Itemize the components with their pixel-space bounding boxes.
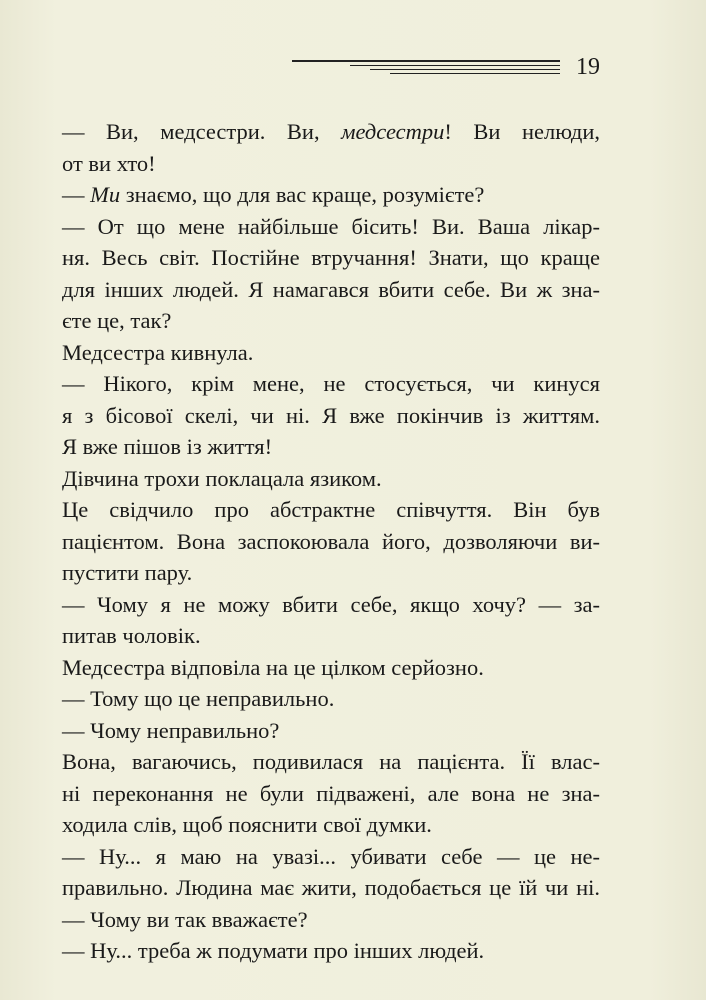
text-line: ня. Весь світ. Постійне втручання! Знати, що краще — [62, 245, 600, 270]
text-segment: знаємо, що для вас краще, розумієте? — [120, 182, 485, 207]
text-segment: — — [62, 182, 91, 207]
text-line: Дівчина трохи поклацала язиком. — [62, 465, 382, 491]
text-line: Медсестра кивнула. — [62, 339, 254, 365]
text-line: Вона, вагаючись, подивилася на пацієнта. Її влас- — [62, 749, 600, 774]
text-line: Це свідчило про абстрактне співчуття. Він був — [62, 497, 600, 522]
text-line: — Тому що це неправильно. — [62, 686, 335, 711]
text-line: я з бісової скелі, чи ні. Я вже покінчив із життям. — [62, 402, 600, 428]
text-segment: — Ви, медсестри. Ви, — [62, 119, 342, 144]
page-number: 19 — [576, 54, 600, 80]
text-line: — Чому я не можу вбити себе, якщо хочу? — за- — [62, 591, 600, 617]
text-line: пацієнтом. Вона заспокоювала його, дозволяючи ви- — [62, 528, 600, 554]
text-line: ходила слів, щоб пояснити свої думки. — [62, 812, 432, 837]
text-line: — Чому неправильно? — [62, 717, 280, 743]
text-line: — От що мене найбільше бісить! Ви. Ваша лікар- — [62, 213, 600, 239]
text-line: для інших людей. Я намагався вбити себе. Ви ж зна- — [62, 276, 600, 302]
text-line: Медсестра відповіла на це цілком серйозно. — [62, 654, 484, 680]
text-line: пустити пару. — [62, 560, 193, 585]
text-line: — Ну... я маю на увазі... убивати себе — це не- — [62, 843, 600, 869]
text-line: єте це, так? — [62, 308, 172, 333]
text-line: от ви хто! — [62, 150, 156, 176]
italic-emphasis: медсестри — [341, 119, 445, 144]
text-line: Я вже пішов із життя! — [62, 434, 273, 459]
text-line: — Нікого, крім мене, не стосується, чи кинуся — [62, 371, 600, 396]
italic-emphasis: Ми — [90, 182, 121, 207]
text-line: — Ну... треба ж подумати про інших людей. — [62, 938, 485, 963]
header-rule — [370, 69, 560, 70]
text-line: — Чому ви так вважаєте? — [62, 906, 308, 932]
body-text — [62, 116, 600, 967]
header-decorative-rules — [292, 60, 560, 78]
text-line — [62, 116, 600, 148]
text-line — [62, 179, 600, 211]
text-line: правильно. Людина має жити, подобається це їй чи ні. — [62, 875, 600, 900]
text-line: питав чоловік. — [62, 623, 201, 648]
header-rule — [350, 65, 560, 66]
header-rule — [390, 73, 560, 74]
header-rule — [292, 60, 560, 62]
text-segment: ! Ви нелюди, — [444, 119, 600, 144]
text-line: ні переконання не були підважені, але вона не зна- — [62, 780, 600, 806]
